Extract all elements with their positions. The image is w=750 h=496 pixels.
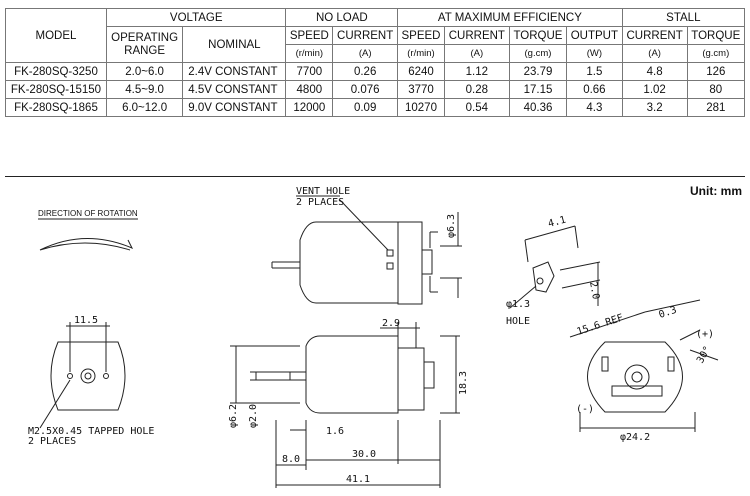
minus-label: (-) [576, 404, 595, 415]
dim-0-3: 0.3 [657, 304, 679, 321]
unit-nl-current: (A) [333, 45, 398, 63]
unit-me-output: (W) [567, 45, 622, 63]
dim-4-1: 4.1 [546, 214, 568, 230]
cell: 4.3 [567, 99, 622, 117]
header-me-speed: SPEED [398, 27, 445, 45]
cell: 6240 [398, 63, 445, 81]
motor-side-view-top [272, 196, 462, 304]
unit-me-current: (A) [444, 45, 509, 63]
cell: 0.26 [333, 63, 398, 81]
dim-11-5: 11.5 [74, 315, 99, 326]
cell: 6.0~12.0 [106, 99, 182, 117]
header-me-torque: TORQUE [509, 27, 566, 45]
header-max-eff: AT MAXIMUM EFFICIENCY [398, 9, 622, 27]
vent-hole-label-2: 2 PLACES [296, 197, 345, 208]
tapped-hole-label-1: M2.5X0.45 TAPPED HOLE [28, 426, 155, 437]
header-stall: STALL [622, 9, 744, 27]
cell: 0.54 [444, 99, 509, 117]
cell: 80 [687, 81, 744, 99]
header-me-output: OUTPUT [567, 27, 622, 45]
dim-2-9: 2.9 [382, 318, 401, 329]
angle-30: 30° [695, 344, 714, 366]
direction-label: DIRECTION OF ROTATION [38, 209, 138, 218]
header-me-current: CURRENT [444, 27, 509, 45]
cell: 4800 [286, 81, 333, 99]
header-no-load: NO LOAD [286, 9, 398, 27]
cell: 0.076 [333, 81, 398, 99]
cell: 2.4V CONSTANT [183, 63, 286, 81]
header-nl-current: CURRENT [333, 27, 398, 45]
unit-nl-speed: (r/min) [286, 45, 333, 63]
cell: 3770 [398, 81, 445, 99]
rotation-arrow-icon [38, 219, 138, 250]
header-voltage: VOLTAGE [106, 9, 286, 27]
header-operating-line2: RANGE [124, 44, 166, 57]
cell: 12000 [286, 99, 333, 117]
dim-30-0: 30.0 [352, 449, 377, 460]
header-nominal: NOMINAL [183, 27, 286, 63]
cell: FK-280SQ-1865 [6, 99, 107, 117]
unit-st-current: (A) [622, 45, 687, 63]
cell: 10270 [398, 99, 445, 117]
dim-hole-label: HOLE [506, 316, 531, 327]
cell: FK-280SQ-3250 [6, 63, 107, 81]
cell: 40.36 [509, 99, 566, 117]
cell: 1.5 [567, 63, 622, 81]
cell: 9.0V CONSTANT [183, 99, 286, 117]
header-st-current: CURRENT [622, 27, 687, 45]
unit-label: Unit: mm [690, 184, 742, 198]
terminal-detail [510, 226, 600, 308]
cell: 7700 [286, 63, 333, 81]
cell: 281 [687, 99, 744, 117]
plus-label: (+) [696, 329, 715, 340]
dim-1-6: 1.6 [326, 426, 345, 437]
header-model: MODEL [6, 9, 107, 63]
unit-st-torque: (g.cm) [687, 45, 744, 63]
header-nl-speed: SPEED [286, 27, 333, 45]
vent-hole-label-1: VENT HOLE [296, 186, 351, 197]
unit-me-speed: (r/min) [398, 45, 445, 63]
header-st-torque: TORQUE [687, 27, 744, 45]
dim-phi-6-2: φ6.2 [228, 403, 239, 428]
dim-phi-1-3: φ1.3 [506, 299, 531, 310]
cell: 0.28 [444, 81, 509, 99]
cell: 126 [687, 63, 744, 81]
cell: 23.79 [509, 63, 566, 81]
cell: 0.09 [333, 99, 398, 117]
cell: 1.12 [444, 63, 509, 81]
cell: 4.5~9.0 [106, 81, 182, 99]
dim-phi-6-3: φ6.3 [446, 213, 457, 238]
dim-41-1: 41.1 [346, 474, 371, 485]
dim-phi-24-2: φ24.2 [620, 432, 651, 443]
cell: 2.0~6.0 [106, 63, 182, 81]
dim-18-3: 18.3 [458, 370, 469, 395]
unit-me-torque: (g.cm) [509, 45, 566, 63]
cell: 3.2 [622, 99, 687, 117]
cell: 17.15 [509, 81, 566, 99]
dim-2-0: 2.0 [587, 280, 602, 301]
cell: FK-280SQ-15150 [6, 81, 107, 99]
cell: 1.02 [622, 81, 687, 99]
dim-15-6-ref: 15.6 REF [575, 312, 625, 338]
dim-8-0: 8.0 [282, 454, 301, 465]
cell: 4.8 [622, 63, 687, 81]
tapped-hole-label-2: 2 PLACES [28, 436, 77, 447]
dim-phi-2-0: φ2.0 [248, 403, 259, 428]
motor-side-view-bottom [230, 322, 460, 488]
motor-front-view [40, 322, 125, 428]
cell: 0.66 [567, 81, 622, 99]
header-operating-line1: OPERATING [111, 31, 179, 44]
cell: 4.5V CONSTANT [183, 81, 286, 99]
